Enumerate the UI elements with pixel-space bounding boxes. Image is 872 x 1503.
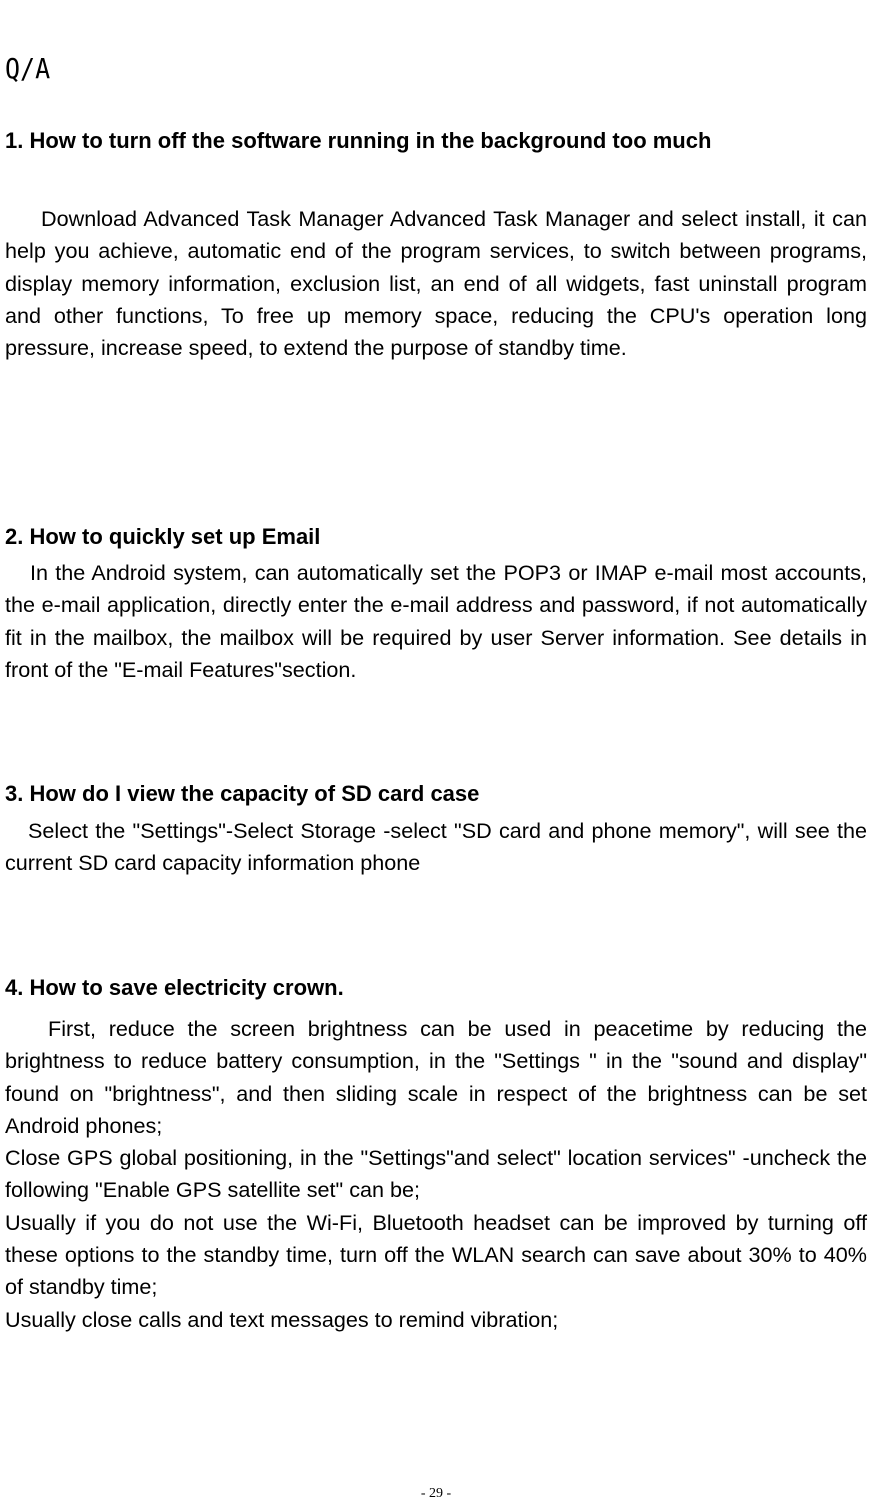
section-body: Download Advanced Task Manager Advanced Task Manager and select install, it can help you achieve, automatic end of the program services, to switch between programs, display memory information, exclusion list, an end of all widgets, fast uninstall program and other functions, To free up memory space, reducing the CPU's operation long pressure, increase speed, to extend the purpose of standby time. bbox=[5, 206, 867, 361]
section-heading: 3. How do I view the capacity of SD card case bbox=[5, 781, 480, 806]
qa-section-background-apps bbox=[5, 126, 867, 364]
section-body: In the Android system, can automatically set the POP3 or IMAP e-mail most accounts, the e-mail application, directly enter the e-mail address and password, if not automatically fit in the mailbox, the mailbox will be required by user Server information. See details in front of the "E-mail Features"section. bbox=[5, 560, 867, 682]
section-body: Usually if you do not use the Wi-Fi, Bluetooth headset can be improved by turning off these options to the standby time, turn off the WLAN search can save about 30% to 40% of standby time; bbox=[5, 1209, 867, 1300]
section-heading: 2. How to quickly set up Email bbox=[5, 524, 321, 549]
section-heading: 4. How to save electricity crown. bbox=[5, 975, 344, 1000]
section-body: Close GPS global positioning, in the "Settings"and select" location services" -uncheck the following "Enable GPS satellite set" can be; bbox=[5, 1145, 867, 1203]
qa-section-email-setup bbox=[5, 522, 867, 686]
qa-section-sd-card-capacity bbox=[5, 779, 867, 880]
qa-section-save-electricity bbox=[5, 973, 867, 1336]
section-body: Select the "Settings"-Select Storage -select "SD card and phone memory", will see the current SD card capacity information phone bbox=[5, 818, 867, 876]
section-body: First, reduce the screen brightness can be used in peacetime by reducing the brightness to reduce battery consumption, in the "Settings " in the "sound and display" found on "brightness", and then sliding scale in respect of the brightness can be set Android phones; bbox=[5, 1016, 867, 1138]
page-number: - 29 - bbox=[420, 1486, 452, 1501]
page-title: Q/A bbox=[5, 52, 51, 85]
section-body: Usually close calls and text messages to remind vibration; bbox=[5, 1306, 559, 1332]
section-heading: 1. How to turn off the software running in the background too much bbox=[5, 128, 712, 153]
